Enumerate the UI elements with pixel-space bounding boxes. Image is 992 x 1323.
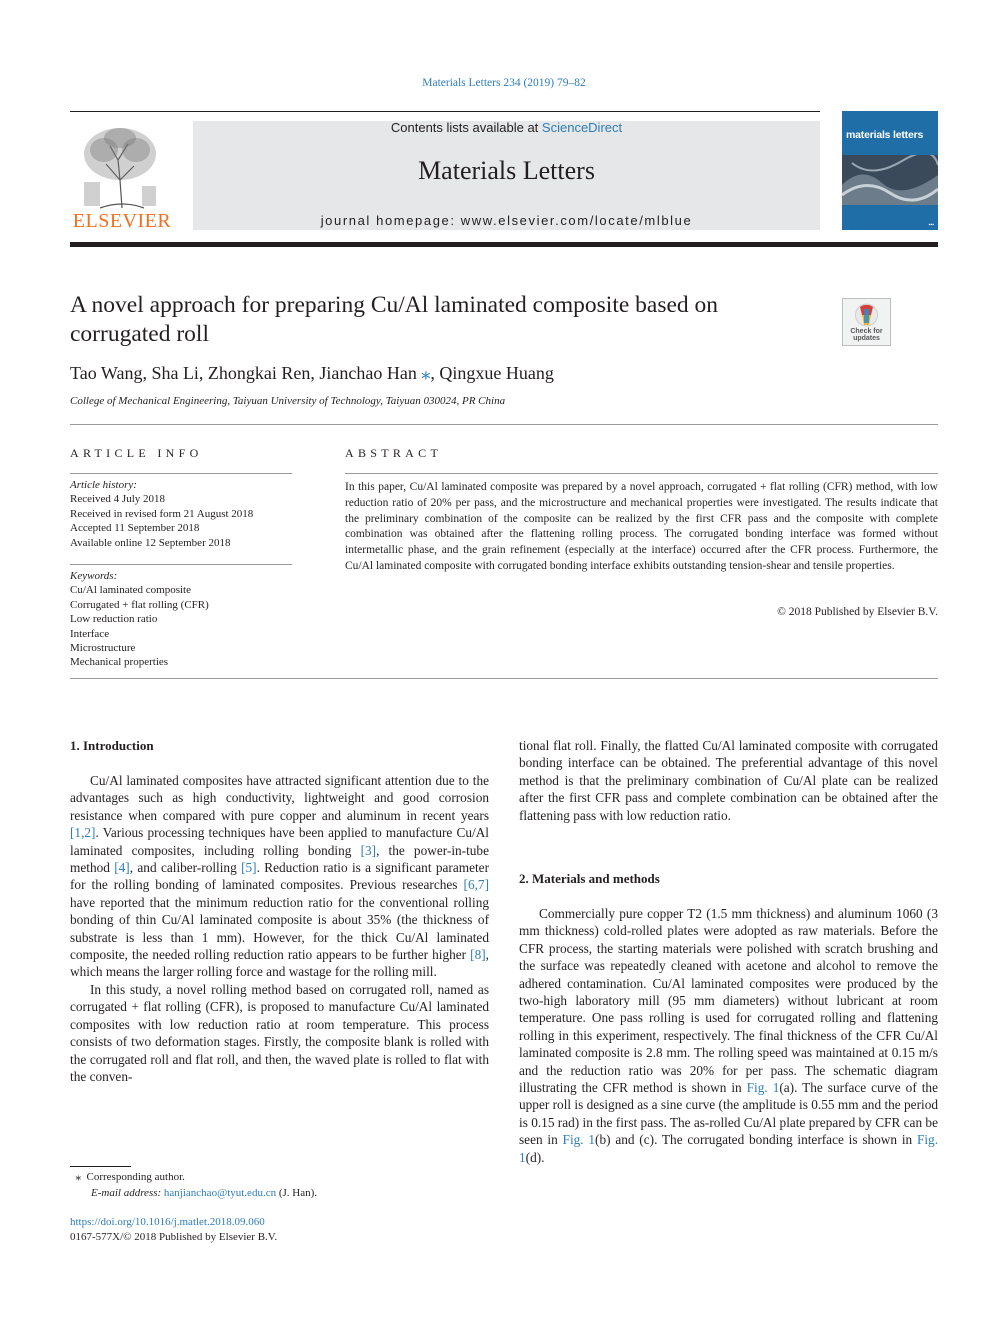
issn-copyright: 0167-577X/© 2018 Published by Elsevier B.V. [70, 1231, 278, 1243]
contents-prefix: Contents lists available at [390, 120, 539, 135]
reference-link[interactable]: [6,7] [463, 877, 489, 893]
journal-citation[interactable]: Materials Letters 234 (2019) 79–82 [422, 77, 586, 89]
header-rule [70, 111, 820, 112]
history-heading: Article history: [70, 479, 137, 491]
journal-homepage[interactable]: journal homepage: www.elsevier.com/locate/mlblue [320, 213, 693, 228]
reference-link[interactable]: [4] [114, 860, 130, 876]
email-suffix: (J. Han). [276, 1187, 318, 1199]
reference-link[interactable]: Fig. 1 [746, 1080, 780, 1096]
online-date: Available online 12 September 2018 [70, 536, 231, 549]
authors-main: Tao Wang, Sha Li, Zhongkai Ren, Jianchao Han [70, 363, 417, 383]
right-column-top [519, 737, 938, 824]
elsevier-wordmark: ELSEVIER [72, 210, 172, 232]
divider [70, 678, 938, 679]
intro-paragraph-1 [70, 772, 489, 981]
body-text: (d). [525, 1149, 545, 1165]
cover-micrograph-icon [842, 155, 938, 205]
footnote-mark: ⁎ [75, 1171, 81, 1183]
article-title: A novel approach for preparing Cu/Al laminated composite based on corrugated roll [70, 292, 719, 347]
divider [70, 424, 938, 425]
body-text: (a). The surface curve of the upper roll is designed as a sine curve (the amplitude is 0.55 mm and the period is 0.15 rad) in the first pass. The as-rolled Cu/Al plate prepared by CFR can be seen in [519, 1080, 938, 1148]
crossmark-label: Check for updates [850, 328, 883, 342]
abstract-label: ABSTRACT [345, 446, 443, 460]
corresponding-author-note: Corresponding author. [86, 1171, 185, 1183]
affiliation: College of Mechanical Engineering, Taiyuan University of Technology, Taiyuan 030024, PR China [70, 395, 506, 407]
reference-link[interactable]: [3] [360, 842, 377, 858]
author-list [70, 363, 554, 384]
journal-cover-image [842, 111, 938, 230]
reference-link[interactable]: Fig. 1 [519, 1132, 939, 1165]
reference-link[interactable]: [5] [241, 860, 257, 876]
body-text: , which means the larger rolling force and wastage for the rolling mill. [70, 947, 489, 980]
corresponding-author-mark[interactable]: ⁎ [421, 363, 431, 383]
accepted-date: Accepted 11 September 2018 [70, 522, 200, 535]
body-text: . Various processing techniques have been applied to manufacture Cu/Al laminated composites, including rolling bonding [70, 825, 489, 858]
keyword: Low reduction ratio [70, 613, 158, 626]
article-info-label: ARTICLE INFO [70, 446, 203, 460]
body-text: , and caliber-rolling [129, 860, 242, 876]
divider [345, 473, 938, 474]
article-history [70, 478, 292, 550]
intro-paragraph-2: In this study, a novel rolling method based on corrugated roll, named as corrugated + flat rolling (CFR), is proposed to manufacture Cu/Al laminated composites with low reduction ratio at room temperature. This process consists of two deformation stages. Firstly, the composite blank is rolled with the corrugated roll and flat roll, and then, the waved plate is rolled to flat with the conven- [70, 981, 489, 1084]
revised-date: Received in revised form 21 August 2018 [70, 507, 254, 520]
email-footnote [91, 1186, 317, 1202]
intro-paragraph-3: tional flat roll. Finally, the flatted Cu/Al laminated composite with corrugated bonding interface can be obtained. The preferential advantage of this novel method is that the preliminary combination of Cu/Al plate can be realized after the first CFR pass and complete combination can be obtained after the flattening pass with low reduction ratio. [519, 738, 938, 823]
reference-link[interactable]: Fig. 1 [562, 1132, 596, 1148]
doi-link[interactable]: https://doi.org/10.1016/j.matlet.2018.09.060 [70, 1216, 265, 1228]
header-thick-rule [70, 242, 938, 247]
corresponding-footnote [70, 1170, 185, 1186]
contents-line [193, 120, 820, 135]
authors-last: , Qingxue Huang [430, 363, 554, 383]
body-text: have reported that the minimum reduction ratio for the conventional rolling bonding of thin Cu/Al laminated composite is about 35% (the thickness of substrate is less than 1 mm). However, for the thick Cu/Al laminated composite, the needed rolling reduction ratio appears to be further higher [70, 894, 489, 963]
keyword: Mechanical properties [70, 656, 169, 669]
keyword: Corrugated + flat rolling (CFR) [70, 598, 209, 611]
abstract-text: In this paper, Cu/Al laminated composite was prepared by a novel approach, corrugated + flat rolling (CFR) method, with low reduction ratio of 20% per pass, and the microstructure and mechanical properties were investigated. The results indicate that the preliminary combination of the composite can be realized by the first CFR pass and the composite with complete combination was obtained after the flattening rolling process. The corrugated bonding interface was formed without intermetallic phase, and the grain refinement (especially at the interface) occurred after the CFR process. Furthermore, the Cu/Al laminated composite with corrugated bonding interface exhibits outstanding tension-shear and tensile properties. [345, 481, 938, 572]
keyword: Interface [70, 627, 110, 640]
reference-link[interactable]: [1,2] [70, 825, 96, 841]
body-text: Commercially pure copper T2 (1.5 mm thickness) and aluminum 1060 (3 mm thickness) cold-rolled plates were adopted as raw materials. Before the CFR process, the starting materials were polished with scratch brushing and the surface was repeatedly cleaned with acetone and alcohol to remove the adhered contamination. Cu/Al laminated composites were produced by the two-high laboratory mill (95 mm diameters) without lubricant at room temperature. One pass rolling is used for corrugated rolling and flattening rolling in this experiment, respectively. The final thickness of the CFR Cu/Al laminated composite is 2.8 mm. The rolling speed was maintained at 0.15 m/s and the reduction ratio was 20% for per pass. The schematic diagram illustrating the CFR method is shown in [519, 906, 938, 1096]
divider [70, 564, 292, 565]
journal-name: Materials Letters [418, 156, 595, 185]
body-text: , the power-in-tube method [70, 842, 489, 876]
body-text: (b) and (c). The corrugated bonding interface is shown in [595, 1132, 917, 1148]
keywords-heading: Keywords: [70, 570, 118, 582]
divider [70, 473, 292, 474]
methods-paragraph-1 [519, 905, 938, 1166]
keyword: Microstructure [70, 642, 136, 655]
email-label: E-mail address: [91, 1187, 162, 1199]
keywords-block [70, 569, 292, 670]
cover-publisher-mark: ▪▪▪ [928, 222, 934, 228]
crossmark-icon [843, 301, 890, 331]
author-email-link[interactable]: hanjianchao@tyut.edu.cn [163, 1187, 277, 1199]
abstract-copyright: © 2018 Published by Elsevier B.V. [777, 606, 938, 618]
methods-heading: 2. Materials and methods [519, 871, 660, 886]
received-date: Received 4 July 2018 [70, 493, 166, 506]
footnote-rule [70, 1166, 131, 1167]
left-column [70, 772, 489, 1085]
keyword: Cu/Al laminated composite [70, 584, 191, 597]
sciencedirect-link[interactable]: ScienceDirect [541, 120, 623, 135]
cover-title: materials letters [846, 129, 924, 141]
body-text: . Reduction ratio is a significant parameter for the rolling bonding of laminated composites. Previous researches [70, 860, 489, 893]
intro-heading: 1. Introduction [70, 738, 154, 753]
reference-link[interactable]: [8] [470, 947, 486, 963]
body-text: Cu/Al laminated composites have attracted significant attention due to the advantages such as high conductivity, lightweight and good corrosion resistance when compared with pure copper and aluminum in recent years [70, 773, 489, 823]
right-column-methods [519, 905, 938, 1166]
check-for-updates-button[interactable] [842, 298, 891, 346]
